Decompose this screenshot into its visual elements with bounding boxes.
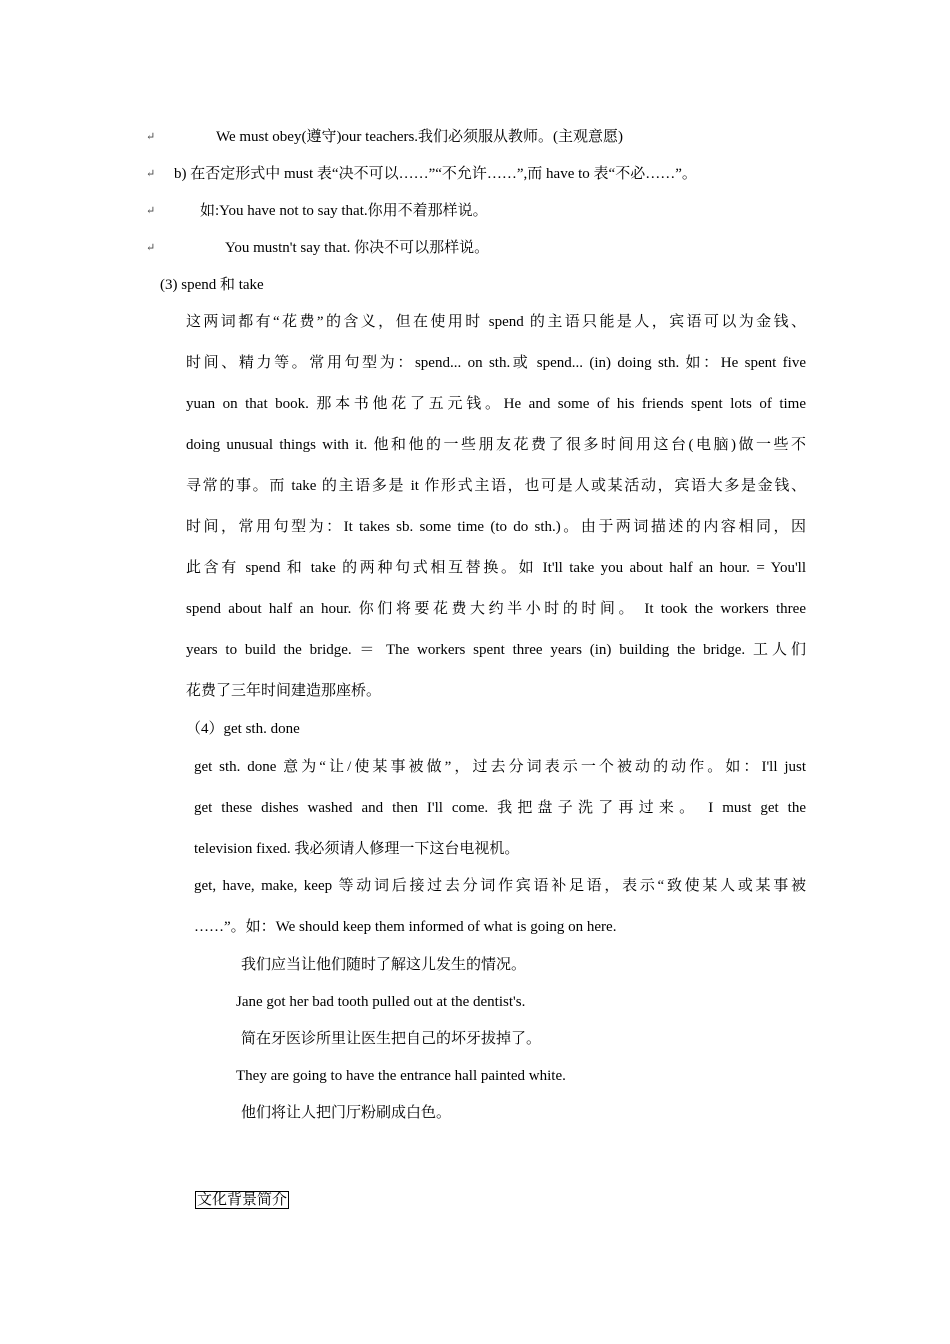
paragraph-line: get, have, make, keep 等动词后接过去分词作宾语补足语，表示“致使某人或某事被 xyxy=(194,878,806,894)
paragraph-line: television fixed. 我必须请人修理一下这台电视机。 xyxy=(194,841,520,857)
section-4-paragraph-a xyxy=(194,757,806,880)
example-sentence: Jane got her bad tooth pulled out at the dentist's. xyxy=(236,994,526,1010)
paragraph-line: get these dishes washed and then I'll come. 我把盘子洗了再过来。 I must get the xyxy=(194,800,806,816)
culture-background-heading xyxy=(195,1190,289,1210)
paragraph-line: 这两词都有“花费”的含义，但在使用时 spend 的主语只能是人，宾语可以为金钱、 xyxy=(186,314,806,330)
paragraph-line: get sth. done 意为“让/使某事被做”，过去分词表示一个被动的动作。如：I'll just xyxy=(194,759,806,775)
example-line: 如:You have not to say that.你用不着那样说。 xyxy=(200,203,488,219)
paragraph-line: yuan on that book. 那本书他花了五元钱。He and some of his friends spent lots of time xyxy=(186,396,806,412)
paragraph-line: doing unusual things with it. 他和他的一些朋友花费了很多时间用这台(电脑)做一些不 xyxy=(186,437,806,453)
example-translation: 我们应当让他们随时了解这儿发生的情况。 xyxy=(241,957,527,973)
paragraph-line: 花费了三年时间建造那座桥。 xyxy=(186,683,382,699)
example-line: We must obey(遵守)our teachers.我们必须服从教师。(主观意愿) xyxy=(216,129,624,145)
return-mark-icon: ↵ xyxy=(146,242,156,254)
return-mark-icon: ↵ xyxy=(146,131,156,143)
example-translation: 简在牙医诊所里让医生把自己的坏牙拔掉了。 xyxy=(241,1031,542,1047)
rule-line: b) 在否定形式中 must 表“决不可以……”“不允许……”,而 have to 表“不必……”。 xyxy=(174,166,697,182)
section-heading-get-sth-done: （4）get sth. done xyxy=(186,721,300,737)
example-translation: 他们将让人把门厅粉刷成白色。 xyxy=(241,1105,452,1121)
paragraph-line: 寻常的事。而 take 的主语多是 it 作形式主语，也可是人或某活动，宾语大多是金钱、 xyxy=(186,478,806,494)
section-3-paragraph xyxy=(186,312,806,722)
section-4-paragraph-b xyxy=(194,876,806,958)
paragraph-line: ……”。如：We should keep them informed of what is going on here. xyxy=(194,919,617,935)
paragraph-line: spend about half an hour. 你们将要花费大约半小时的时间。 It took the workers three xyxy=(186,601,806,617)
example-sentence: They are going to have the entrance hall painted white. xyxy=(236,1068,566,1084)
culture-background-heading-text: 文化背景简介 xyxy=(197,1192,288,1208)
example-line: You mustn't say that. 你决不可以那样说。 xyxy=(225,240,490,256)
paragraph-line: 时间、精力等。常用句型为：spend... on sth.或 spend... (in) doing sth. 如：He spent five xyxy=(186,355,806,371)
paragraph-line: 此含有 spend 和 take 的两种句式相互替换。如 It'll take you about half an hour. = You'll xyxy=(186,560,806,576)
return-mark-icon: ↵ xyxy=(146,205,156,217)
paragraph-line: 时间，常用句型为：It takes sb. some time (to do sth.)。由于两词描述的内容相同，因 xyxy=(186,519,806,535)
return-mark-icon: ↵ xyxy=(146,168,156,180)
section-heading-spend-take: (3) spend 和 take xyxy=(160,277,264,293)
paragraph-line: years to build the bridge. ＝ The workers spent three years (in) building the bridge. 工人们 xyxy=(186,642,806,658)
